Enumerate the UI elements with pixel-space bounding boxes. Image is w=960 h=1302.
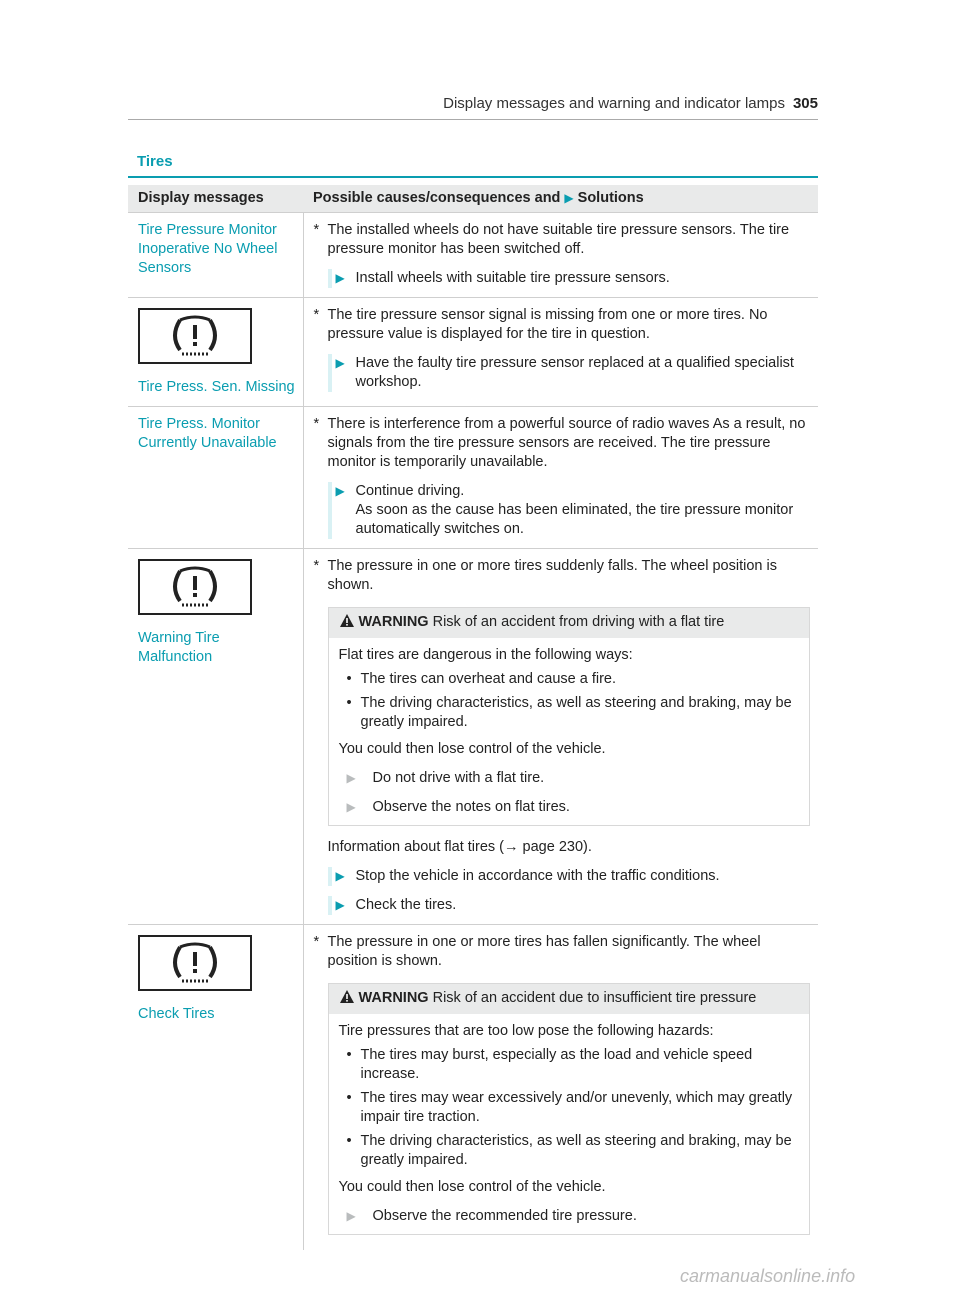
header-divider	[128, 119, 818, 120]
warning-triangle-icon	[339, 613, 355, 628]
warning-word: WARNING	[358, 990, 429, 1006]
section-divider	[128, 176, 818, 178]
star-marker: *	[313, 222, 320, 238]
arrow-icon: ▶	[335, 271, 345, 285]
message-label: Tire Press. Sen. Missing	[138, 379, 295, 395]
tire-pressure-warning-icon-svg	[140, 561, 250, 613]
cause-cell	[303, 407, 818, 549]
list-item	[339, 670, 800, 689]
arrow-icon: ▶	[335, 898, 345, 912]
message-cell	[128, 298, 303, 407]
list-item	[339, 1046, 800, 1084]
col-header-causes	[303, 185, 818, 213]
action-step	[328, 867, 811, 886]
warning-word: WARNING	[358, 614, 429, 630]
warning-action-text: Observe the recommended tire pressure.	[372, 1208, 637, 1224]
arrow-icon: ▶	[335, 356, 345, 370]
table-row	[128, 549, 818, 925]
section-title: Tires	[137, 153, 173, 170]
action-text: Stop the vehicle in accordance with the traffic conditions.	[355, 868, 720, 884]
cause-cell	[303, 549, 818, 925]
cause-text	[314, 221, 811, 259]
message-label: Check Tires	[138, 1006, 215, 1022]
list-item-text: The tires can overheat and cause a fire.	[360, 671, 617, 687]
warning-box	[328, 607, 811, 826]
bullet-marker: •	[346, 671, 352, 687]
cause-text	[314, 933, 811, 971]
warning-outro: You could then lose control of the vehicle.	[338, 741, 606, 757]
col-header-display-messages: Display messages	[128, 185, 303, 213]
action-text: Check the tires.	[355, 897, 457, 913]
message-cell	[128, 549, 303, 925]
warning-body	[329, 1014, 810, 1234]
watermark: carmanualsonline.info	[680, 1266, 856, 1286]
action-text: Have the faulty tire pressure sensor replaced at a qualified specialist workshop.	[355, 355, 794, 390]
cause-cell	[303, 925, 818, 1251]
warning-action	[339, 1207, 800, 1226]
cause-description: The installed wheels do not have suitable tire pressure sensors. The tire pressure monitor has been switched off.	[327, 222, 790, 257]
bullet-marker: •	[346, 1047, 352, 1063]
message-cell	[128, 407, 303, 549]
warning-action	[339, 798, 800, 817]
warning-intro: Tire pressures that are too low pose the following hazards:	[338, 1023, 714, 1039]
arrow-icon: ▶	[335, 484, 345, 498]
warning-header	[329, 608, 810, 638]
warning-header	[329, 984, 810, 1014]
bullet-marker: •	[346, 1133, 352, 1149]
col-header-causes-label: Possible causes/consequences and	[313, 190, 561, 206]
arrow-icon: ▶	[335, 869, 345, 883]
star-marker: *	[313, 416, 320, 432]
action-step	[328, 896, 811, 915]
action-step	[328, 269, 811, 288]
action-step	[328, 482, 811, 539]
list-item	[339, 1089, 800, 1127]
list-item-text: The driving characteristics, as well as steering and braking, may be greatly impaired.	[360, 695, 792, 730]
table-row	[128, 925, 818, 1251]
tire-pressure-warning-icon-svg	[140, 310, 250, 362]
tire-pressure-warning-icon-svg	[140, 937, 250, 989]
cause-text	[314, 557, 811, 595]
cause-description: There is interference from a powerful source of radio waves As a result, no signals from the tire pressure sensors are received. The tire pressure monitor is temporarily unavailable.	[327, 416, 806, 470]
action-step	[328, 354, 811, 392]
message-label: Tire Pressure Monitor Inoperative No Wheel Sensors	[138, 222, 278, 276]
arrow-icon: ▶	[346, 800, 356, 814]
cause-cell	[303, 213, 818, 298]
cause-description: The pressure in one or more tires has fallen significantly. The wheel position is shown.	[327, 934, 761, 969]
star-marker: *	[313, 307, 320, 323]
running-head	[128, 95, 818, 112]
list-item-text: The tires may burst, especially as the load and vehicle speed increase.	[360, 1047, 753, 1082]
message-label: Warning Tire Malfunction	[138, 630, 220, 665]
warning-box	[328, 983, 811, 1235]
page-number: 305	[792, 95, 818, 112]
warning-intro: Flat tires are dangerous in the following ways:	[338, 647, 633, 663]
warning-body	[329, 638, 810, 825]
list-item-text: The driving characteristics, as well as steering and braking, may be greatly impaired.	[360, 1133, 792, 1168]
cause-text	[314, 306, 811, 344]
action-followup-text: As soon as the cause has been eliminated, the tire pressure monitor automatically switches on.	[355, 502, 794, 537]
arrow-icon: ▶	[564, 191, 574, 205]
arrow-icon: ▶	[346, 1209, 356, 1223]
tire-pressure-warning-icon	[138, 308, 252, 364]
arrow-icon: ▶	[346, 771, 356, 785]
cause-cell	[303, 298, 818, 407]
warning-action	[339, 769, 800, 788]
table-row	[128, 407, 818, 549]
star-marker: *	[313, 558, 320, 574]
action-text: Continue driving.	[355, 483, 465, 499]
running-title: Display messages and warning and indicator lamps	[443, 95, 785, 112]
warning-triangle-icon	[339, 989, 355, 1004]
cause-description: The pressure in one or more tires suddenly falls. The wheel position is shown.	[327, 558, 777, 593]
warning-action-text: Observe the notes on flat tires.	[372, 799, 570, 815]
list-item	[339, 1132, 800, 1170]
tire-pressure-warning-icon	[138, 559, 252, 615]
list-item	[339, 694, 800, 732]
col-header-solutions-label: Solutions	[577, 190, 644, 206]
warning-title: Risk of an accident from driving with a flat tire	[432, 614, 725, 630]
info-reference: Information about flat tires (→ page 230).	[327, 839, 592, 855]
table-header-row	[128, 185, 818, 213]
star-marker: *	[313, 934, 320, 950]
action-text: Install wheels with suitable tire pressure sensors.	[355, 270, 670, 286]
bullet-marker: •	[346, 1090, 352, 1106]
bullet-marker: •	[346, 695, 352, 711]
message-cell	[128, 925, 303, 1251]
table-row	[128, 213, 818, 298]
table-row	[128, 298, 818, 407]
message-label: Tire Press. Monitor Currently Unavailable	[138, 416, 277, 451]
message-cell	[128, 213, 303, 298]
tire-pressure-warning-icon	[138, 935, 252, 991]
cause-description: The tire pressure sensor signal is missing from one or more tires. No pressure value is displayed for the tire in question.	[327, 307, 768, 342]
list-item-text: The tires may wear excessively and/or unevenly, which may greatly impair tire traction.	[360, 1090, 793, 1125]
cause-text	[314, 415, 811, 472]
display-messages-table	[128, 185, 818, 1250]
warning-action-text: Do not drive with a flat tire.	[372, 770, 545, 786]
warning-outro: You could then lose control of the vehicle.	[338, 1179, 606, 1195]
warning-title: Risk of an accident due to insufficient tire pressure	[432, 990, 757, 1006]
